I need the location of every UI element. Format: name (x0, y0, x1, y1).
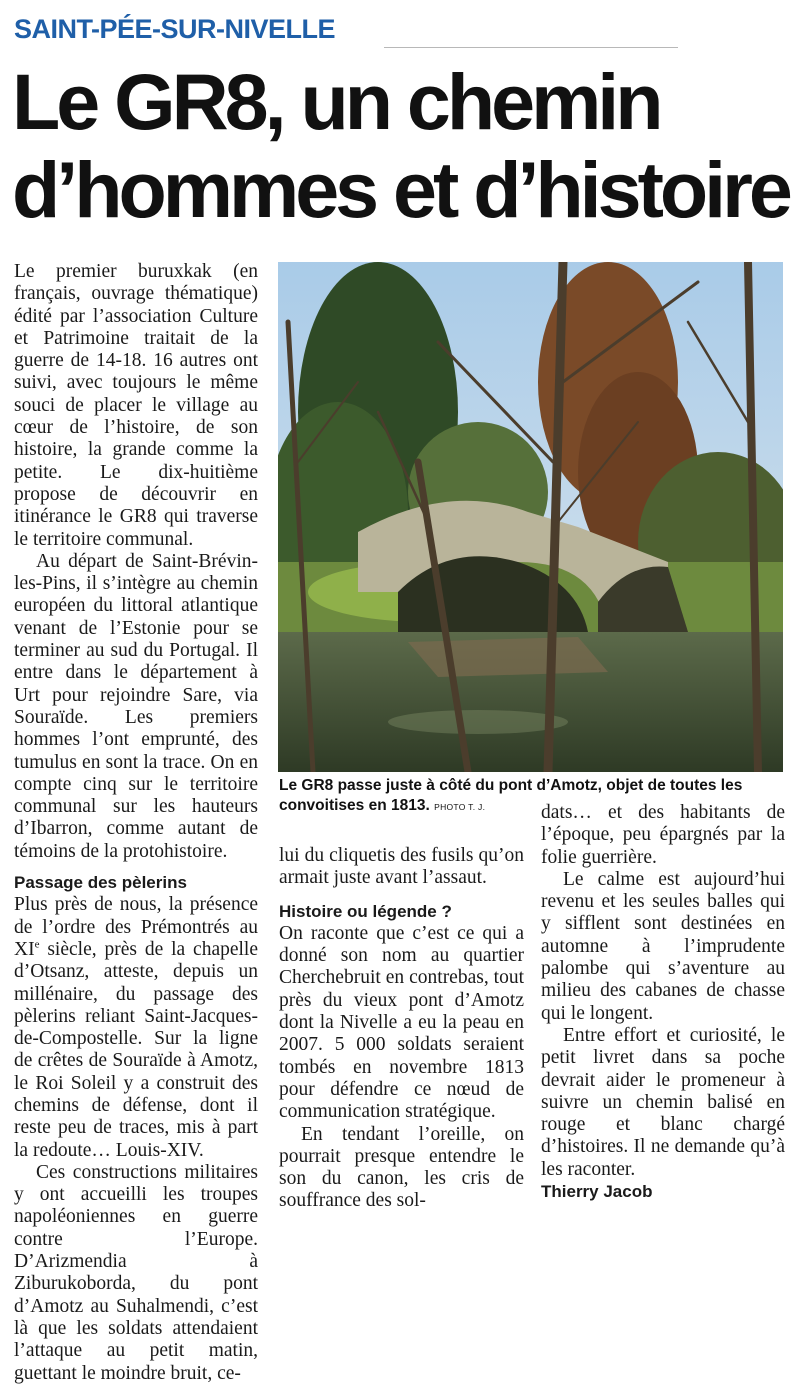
article-column-3 (541, 802, 785, 1203)
paragraph-6-part-1: En tendant l’oreille, on pourrait presque entendre le son du canon, les cris de souffrance des sol- (279, 1123, 524, 1212)
century-superscript: e (34, 938, 40, 951)
paragraph-3-end: siècle, près de la chapelle d’Otsanz, atteste, depuis un millénaire, du passage des pèlerins reliant Saint-Jacques-de-Compostelle. Sur la ligne de crêtes de Souraïde à Amotz, le Roi Soleil y a construit des chemins de défense, dont il reste peu de traces, mis à part la redoute… Louis-XIV. (14, 938, 258, 1161)
paragraph-4-part-1: Ces constructions militaires y ont accueilli les troupes napoléoniennes en guerre contre l’Europe. D’Arizmendia à Ziburukoborda, du pont d’Amotz au Suhalmendi, c’est là que les soldats attendaient l’attaque au petit matin, guettant le moindre bruit, ce- (14, 1161, 258, 1384)
photo-caption-text: Le GR8 passe juste à côté du pont d’Amotz, objet de toutes les convoitises en 1813. (279, 777, 743, 814)
author-byline: Thierry Jacob (541, 1182, 653, 1202)
paragraph-2: Au départ de Saint-Brévin-les-Pins, il s’intègre au chemin européen du littoral atlantique venant de l’Estonie pour se terminer au sud du Portugal. Il entre dans le département à Urt pour rejoindre Sare, via Souraïde. Les premiers hommes l’ont emprunté, des tumulus en sont la trace. On en compte cinq sur le territoire communal sur les hauteurs d’Ibarron, comme autant de témoins de la protohistoire. (14, 550, 258, 862)
subheading-pilgrims: Passage des pèlerins (14, 873, 187, 893)
article-column-1 (14, 261, 258, 1385)
paragraph-1: Le premier buruxkak (en français, ouvrage thématique) édité par l’association Culture et Patrimoine traitait de la guerre de 14-18. 16 autres ont suivi, avec toujours le même souci de placer le village au cœur de l’histoire, de son histoire, la grande comme la petite. Le dix-huitième propose de découvrir en itinérance le GR8 qui traverse le territoire communal. (14, 261, 258, 550)
headline-line-2: d’hommes et d’histoire (12, 145, 789, 234)
article-column-2 (279, 845, 524, 1213)
section-kicker: SAINT-PÉE-SUR-NIVELLE (14, 14, 336, 44)
paragraph-8: Entre effort et curiosité, le petit livret dans sa poche devrait aider le promeneur à suivre un chemin balisé en rouge et blanc chargé d’histoires. Il ne demande qu’à les raconter. (541, 1024, 785, 1180)
paragraph-3 (14, 894, 258, 1162)
kicker-rule (384, 47, 678, 48)
paragraph-6-part-2: dats… et des habitants de l’époque, peu épargnés par la folie guerrière. (541, 802, 785, 868)
photo-credit: PHOTO T. J. (434, 802, 486, 812)
paragraph-4-part-2: lui du cliquetis des fusils qu’on armait juste avant l’assaut. (279, 845, 524, 889)
subheading-legend: Histoire ou légende ? (279, 901, 452, 921)
headline-line-1: Le GR8, un chemin (12, 57, 660, 146)
headline (12, 58, 789, 234)
paragraph-3-start: Plus près de nous, la présence de l’ordre des Prémontrés au XI (14, 894, 258, 960)
paragraph-7: Le calme est aujourd’hui revenu et les seules balles qui y sifflent sont destinées en automne à l’imprudente palombe qui s’aventure au milieu des cabanes de chasse qui le longent. (541, 868, 785, 1024)
bridge-photo (278, 262, 783, 772)
bridge-photo-illustration (278, 262, 783, 772)
paragraph-5: On raconte que c’est ce qui a donné son nom au quartier Cherchebruit en contrebas, tout près du vieux pont d’Amotz dont la Nivelle a eu la peau en 2007. 5 000 soldats seraient tombés en novembre 1813 pour défendre ce nœud de communication stratégique. (279, 922, 524, 1123)
